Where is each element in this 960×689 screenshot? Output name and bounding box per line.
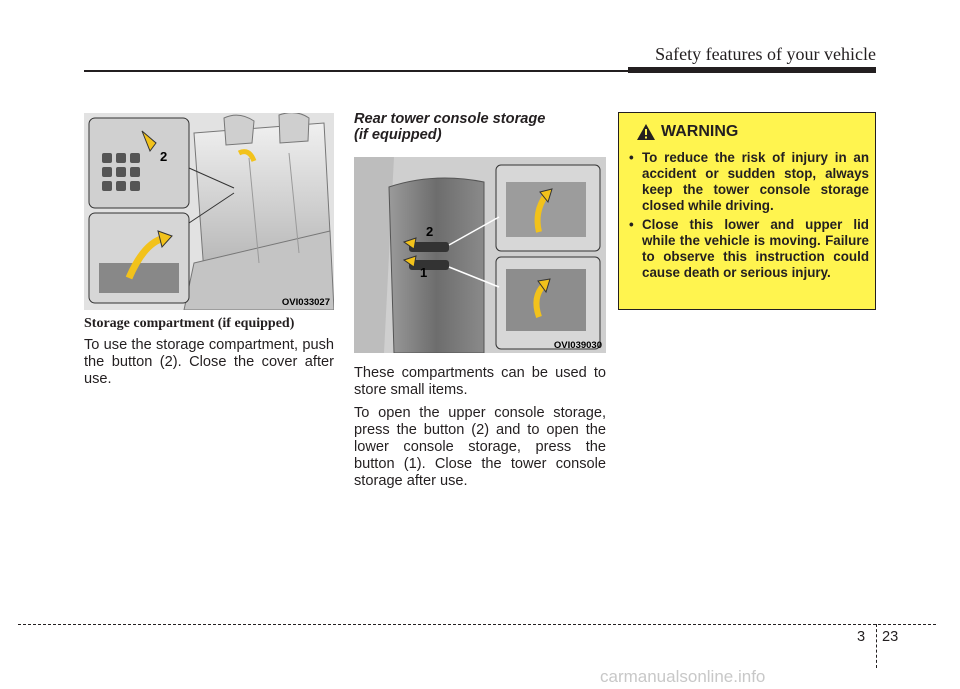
warning-triangle-icon <box>637 124 655 140</box>
warning-item: • Close this lower and upper lid while the vehicle is moving. Failure to observe this instruction could cause death or serious injury. <box>629 217 869 281</box>
tower-console-para-1: These compartments can be used to store small items. <box>354 365 606 398</box>
figure-tower-console <box>354 157 606 353</box>
storage-body-text: To use the storage compartment, push the button (2). Close the cover after use. <box>84 337 334 387</box>
header-rule-accent <box>628 67 876 73</box>
warning-header <box>637 123 738 141</box>
warning-list <box>629 150 869 284</box>
figure-code: OVI033027 <box>281 297 330 308</box>
warning-title: WARNING <box>661 123 739 140</box>
warning-item: • To reduce the risk of injury in an accident or sudden stop, always keep the tower console storage closed while driving. <box>629 150 869 214</box>
tower-console-body <box>354 365 606 496</box>
footer-rule <box>18 624 936 625</box>
rear-tower-console-title <box>354 111 604 143</box>
title-line-2: (if equipped) <box>354 127 442 143</box>
callout-1: 1 <box>420 265 428 280</box>
title-line-1: Rear tower console storage <box>354 111 546 127</box>
watermark: carmanualsonline.info <box>600 667 766 686</box>
storage-body <box>84 337 334 394</box>
console-illustration <box>354 157 606 353</box>
footer-divider <box>876 624 877 668</box>
chapter-number: 3 <box>857 629 866 645</box>
tower-console-para-2: To open the upper console storage, press the button (2) and to open the lower console storage, press the button (1). Close the tower console storage after use. <box>354 405 606 489</box>
figure-code: OVI039030 <box>553 340 602 351</box>
page-number: 23 <box>882 629 899 645</box>
page-header-title: Safety features of your vehicle <box>655 44 876 64</box>
warning-box <box>618 112 876 310</box>
callout-2: 2 <box>426 224 434 239</box>
figure-storage-compartment <box>84 113 334 310</box>
storage-caption: Storage compartment (if equipped) <box>84 316 295 331</box>
seat-illustration <box>84 113 334 310</box>
callout-2: 2 <box>160 149 168 164</box>
